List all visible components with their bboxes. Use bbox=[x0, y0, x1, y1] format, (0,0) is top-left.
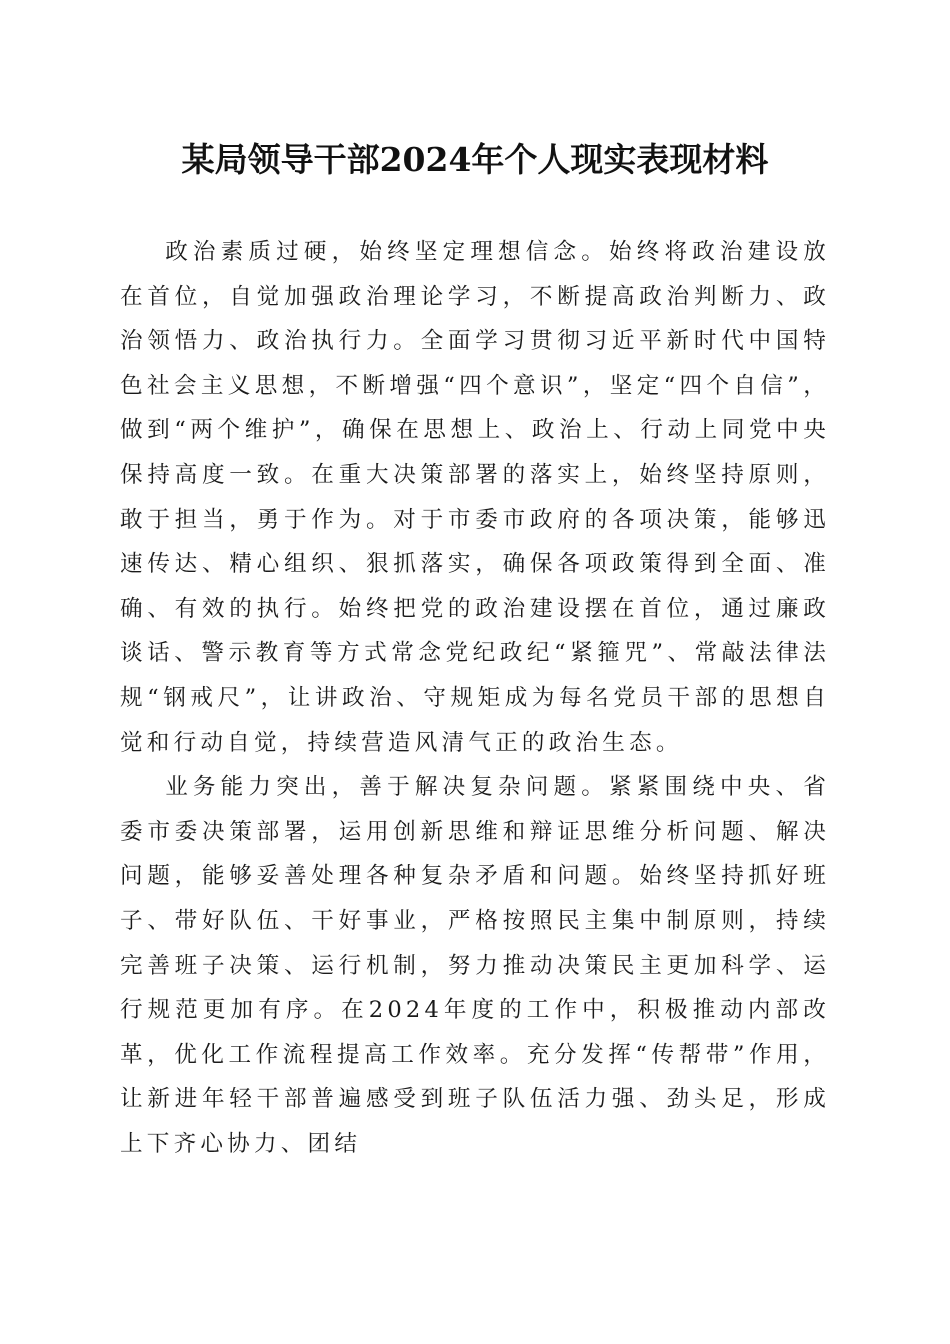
document-title: 某局领导干部2024年个人现实表现材料 bbox=[181, 140, 769, 179]
paragraph-business-ability: 业务能力突出，善于解决复杂问题。紧紧围绕中央、省委市委决策部署，运用创新思维和辩证思维分析问题、解决问题，能够妥善处理各种复杂矛盾和问题。始终坚持抓好班子、带好队伍、干好事业，严格按照民主集中制原则，持续完善班子决策、运行机制，努力推动决策民主更加科学、运行规范更加有序。在2024年度的工作中，积极推动内部改革，优化工作流程提高工作效率。充分发挥“传帮带”作用，让新进年轻干部普遍感受到班子队伍活力强、劲头足，形成上下齐心协力、团结 bbox=[120, 774, 830, 1157]
paragraph-political-quality: 政治素质过硬，始终坚定理想信念。始终将政治建设放在首位，自觉加强政治理论学习，不断提高政治判断力、政治领悟力、政治执行力。全面学习贯彻习近平新时代中国特色社会主义思想，不断增强“四个意识”，坚定“四个自信”，做到“两个维护”，确保在思想上、政治上、行动上同党中央保持高度一致。在重大决策部署的落实上，始终坚持原则，敢于担当，勇于作为。对于市委市政府的各项决策，能够迅速传达、精心组织、狠抓落实，确保各项政策得到全面、准确、有效的执行。始终把党的政治建设摆在首位，通过廉政谈话、警示教育等方式常念党纪政纪“紧箍咒”、常敲法律法规“钢戒尺”，让讲政治、守规矩成为每名党员干部的思想自觉和行动自觉，持续营造风清气正的政治生态。 bbox=[120, 239, 830, 756]
document-body bbox=[120, 230, 830, 1166]
